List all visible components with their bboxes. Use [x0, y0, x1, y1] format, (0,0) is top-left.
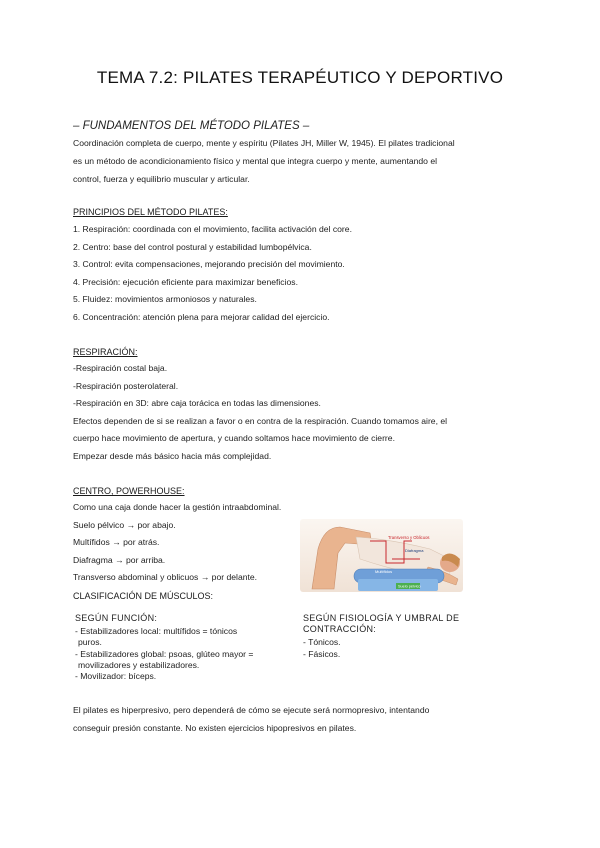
list-item: 3. Control: evita compensaciones, mejorando precisión del movimiento. [73, 259, 345, 269]
list-item: Transverso abdominal y oblicuos → por delante. [73, 572, 258, 582]
list-item: - Estabilizadores local: multífidos = tónicos [75, 626, 238, 637]
closing-line: El pilates es hiperpresivo, pero dependerá de cómo se ejecute será normopresivo, intentando [73, 705, 430, 715]
list-item: - Tónicos. [303, 637, 341, 648]
list-item: -Respiración costal baja. [73, 363, 168, 373]
powerhouse-svg [300, 519, 463, 592]
breathing-heading: RESPIRACIÓN: [73, 347, 138, 357]
list-item: -Respiración en 3D: abre caja torácica en todas las dimensiones. [73, 398, 321, 408]
list-item: Efectos dependen de si se realizan a favor o en contra de la respiración. Cuando tomamos aire, el [73, 415, 448, 426]
principles-list [73, 221, 533, 326]
intro-line: es un método de acondicionamiento físico y mental que integra cuerpo y mente, aumentando el [73, 155, 438, 166]
list-item: puros. [78, 637, 102, 648]
function-title: SEGÚN FUNCIÓN: [75, 613, 158, 623]
section-subtitle: – FUNDAMENTOS DEL MÉTODO PILATES – [73, 120, 310, 132]
list-item: Empezar desde más básico hacia más complejidad. [73, 450, 272, 461]
label-diaphragm: Diafragma [405, 548, 424, 553]
classification-heading: CLASIFICACIÓN DE MÚSCULOS: [73, 591, 214, 601]
powerhouse-illustration [300, 519, 463, 592]
label-multifidus: Multífidos [375, 569, 393, 574]
physiology-title-line2: CONTRACCIÓN: [303, 624, 377, 635]
function-column [75, 613, 295, 682]
principles-heading: PRINCIPIOS DEL MÉTODO PILATES: [73, 207, 228, 217]
physiology-column [303, 613, 503, 660]
physiology-title-line1: SEGÚN FISIOLOGÍA Y UMBRAL DE [303, 613, 460, 623]
list-item: - Fásicos. [303, 648, 341, 659]
list-item: Suelo pélvico → por abajo. [73, 519, 176, 530]
label-transverse: Transverso y Oblicuos [388, 535, 430, 540]
list-item: movilizadores y estabilizadores. [78, 659, 200, 670]
list-item: cuerpo hace movimiento de apertura, y cuando soltamos hace movimiento de cierre. [73, 433, 395, 443]
list-item: Multífidos → por atrás. [73, 537, 160, 547]
label-pelvic-floor: Suelo pélvico [398, 584, 421, 589]
list-item: Diafragma → por arriba. [73, 554, 166, 565]
list-item: 4. Precisión: ejecución eficiente para maximizar beneficios. [73, 276, 298, 287]
list-item: Como una caja donde hacer la gestión intraabdominal. [73, 502, 282, 512]
intro-line: control, fuerza y equilibrio muscular y articular. [73, 173, 250, 184]
intro-line: Coordinación completa de cuerpo, mente y espíritu (Pilates JH, Miller W, 1945). El pilates tradicional [73, 138, 455, 148]
closing-line: conseguir presión constante. No existen ejercicios hipopresivos en pilates. [73, 722, 357, 733]
list-item: - Estabilizadores global: psoas, glúteo mayor = [75, 648, 254, 659]
list-item: 6. Concentración: atención plena para mejorar calidad del ejercicio. [73, 311, 330, 322]
list-item: - Movilizador: bíceps. [75, 671, 157, 682]
closing-paragraph [73, 702, 533, 738]
intro-paragraph [73, 135, 533, 188]
list-item: 5. Fluidez: movimientos armoniosos y naturales. [73, 294, 257, 304]
list-item: 1. Respiración: coordinada con el movimiento, facilita activación del core. [73, 224, 352, 234]
breathing-list [73, 360, 533, 465]
list-item: -Respiración posterolateral. [73, 380, 179, 391]
list-item: 2. Centro: base del control postural y estabilidad lumbopélvica. [73, 241, 312, 252]
center-heading: CENTRO, POWERHOUSE: [73, 486, 185, 496]
page-title: TEMA 7.2: PILATES TERAPÉUTICO Y DEPORTIVO [96, 68, 504, 87]
